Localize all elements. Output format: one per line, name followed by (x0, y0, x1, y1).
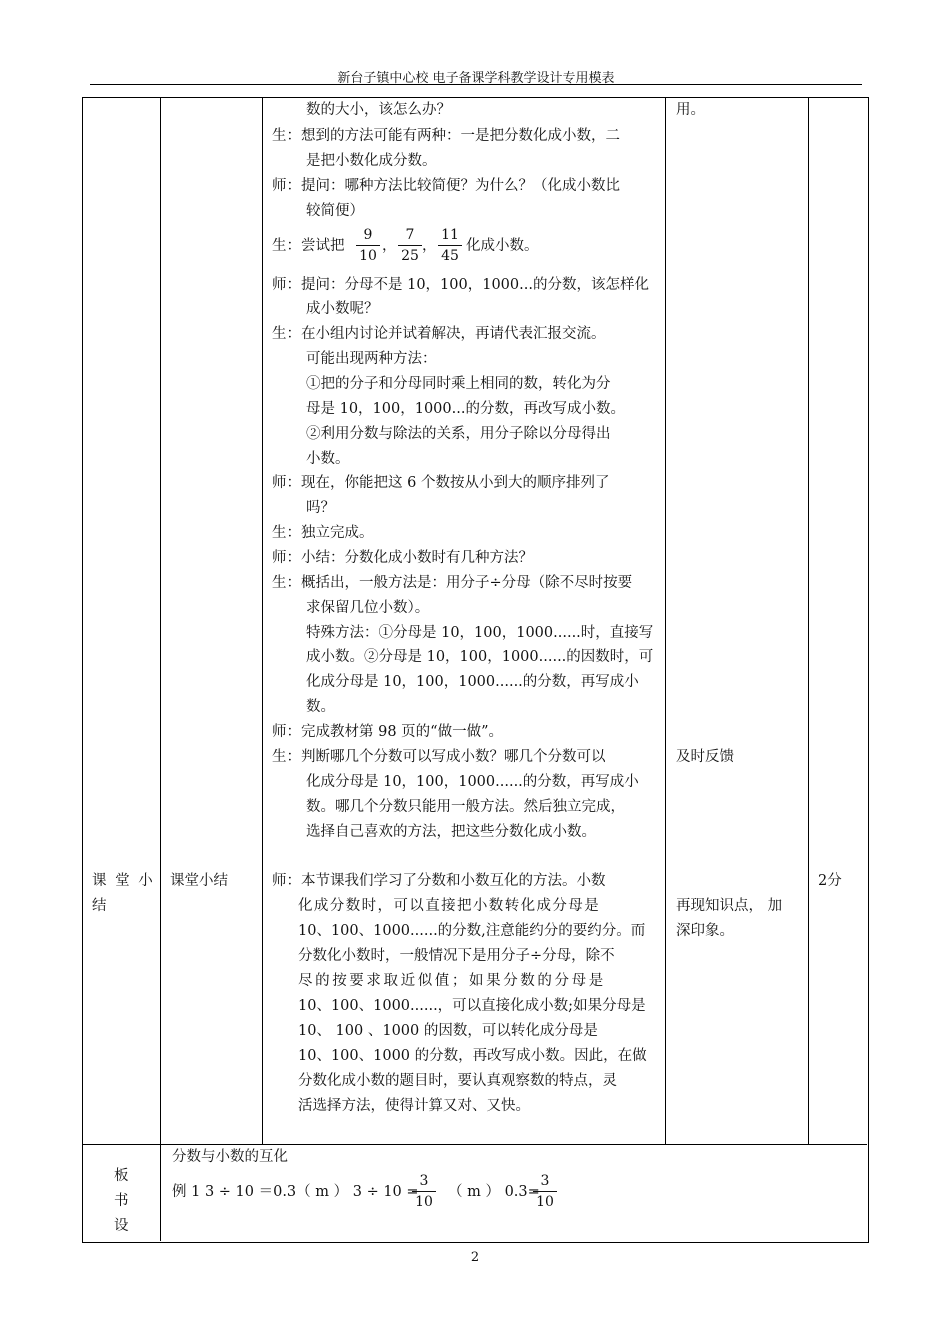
fraction-bar (398, 245, 422, 246)
content-line: 母是 10，100，1000...的分数，再改写成小数。 (306, 401, 625, 417)
board-example: 例 1 3 ÷ 10 ＝0.3（ m ） 3 ÷ 10 = (172, 1184, 419, 1200)
content-line: 可能出现两种方法： (306, 351, 437, 367)
content-line: 数。 (306, 699, 335, 715)
content-line: 师：完成教材第 98 页的“做一做”。 (272, 724, 503, 740)
content-line: 较简便） (306, 203, 364, 219)
summary-line: 10、100、1000......的分数,注意能约分的要约分。而 (298, 923, 646, 939)
intent-line: 及时反馈 (676, 749, 734, 765)
content-line: 师：现在，你能把这 6 个数按从小到大的顺序排列了 (272, 475, 610, 491)
content-line: 特殊方法：①分母是 10，100，1000......时，直接写 (306, 625, 654, 641)
fraction-7-25 (396, 226, 424, 265)
fraction-denominator: 10 (415, 1194, 433, 1210)
content-line: ②利用分数与除法的关系，用分子除以分母得出 (306, 426, 611, 442)
page-header: 新台子镇中心校 电子备课学科教学设计专用模表 (337, 71, 615, 86)
row-divider-board (82, 1144, 867, 1145)
fraction-bar (412, 1191, 436, 1192)
fraction-11-45 (436, 226, 464, 265)
fraction-bar (438, 245, 462, 246)
fraction-numerator: 3 (419, 1173, 429, 1189)
content-line: 生：判断哪几个分数可以写成小数？哪几个分数可以 (272, 749, 606, 765)
fraction-numerator: 3 (540, 1173, 550, 1189)
stage-label-cont: 结 (92, 898, 107, 914)
fraction-9-10 (354, 226, 382, 265)
board-unit: （ m ） 0.3= (448, 1184, 540, 1200)
content-line: 生：尝试把 (272, 238, 345, 254)
content-line: 是把小数化成分数。 (306, 153, 437, 169)
fraction-denominator: 45 (441, 248, 459, 264)
col-divider-2 (262, 97, 263, 1144)
content-line: 师：提问：分母不是 10，100，1000...的分数，该怎样化 (272, 277, 649, 293)
fraction-numerator: 11 (441, 227, 459, 243)
fraction-numerator: 9 (363, 227, 373, 243)
comma: ， (382, 238, 397, 254)
intent-line: 再现知识点， 加 (676, 898, 783, 914)
content-line: 化成分母是 10，100，1000......的分数，再写成小 (306, 674, 639, 690)
fraction-denominator: 10 (536, 1194, 554, 1210)
fraction-bar (533, 1191, 557, 1192)
summary-line: 分数化小数时，一般情况下是用分子÷分母，除不 (298, 948, 615, 964)
stage-label: 课 堂 小 (92, 873, 155, 889)
content-line: 化成分母是 10，100，1000......的分数，再写成小 (306, 774, 639, 790)
board-label-2: 书 (114, 1193, 129, 1209)
summary-line: 10、 100 、1000 的因数，可以转化成分母是 (298, 1023, 598, 1039)
content-line: 求保留几位小数）。 (306, 600, 430, 616)
fraction-numerator: 7 (405, 227, 415, 243)
fraction-bar (356, 245, 380, 246)
summary-line: 师：本节课我们学习了分数和小数互化的方法。小数 (272, 873, 606, 889)
content-line: ①把的分子和分母同时乘上相同的数，转化为分 (306, 376, 611, 392)
board-label-3: 设 (114, 1218, 129, 1234)
fraction-denominator: 10 (359, 248, 377, 264)
summary-line: 尽的按要求取近似值；如果分数的分母是 (298, 973, 606, 989)
summary-line: 10、100、1000 的分数，再改写成小数。因此，在做 (298, 1048, 647, 1064)
content-line: 数的大小，该怎么办？ (306, 102, 451, 118)
fraction-denominator: 25 (401, 248, 419, 264)
content-line: 化成小数。 (466, 238, 539, 254)
content-line: 成小数呢？ (306, 301, 379, 317)
topic-label: 课堂小结 (170, 873, 228, 889)
content-line: 小数。 (306, 451, 350, 467)
col-divider-1 (160, 97, 161, 1241)
summary-line: 10、100、1000......，可以直接化成小数;如果分母是 (298, 998, 646, 1014)
time-label: 2分 (818, 873, 842, 889)
page-number: 2 (470, 1250, 480, 1265)
board-label-1: 板 (114, 1168, 129, 1184)
summary-line: 活选择方法，使得计算又对、又快。 (298, 1098, 530, 1114)
content-line: 成小数。②分母是 10，100，1000......的因数时，可 (306, 649, 654, 665)
content-line: 生：想到的方法可能有两种：一是把分数化成小数，二 (272, 128, 620, 144)
content-line: 选择自己喜欢的方法，把这些分数化成小数。 (306, 824, 596, 840)
intent-line: 用。 (676, 102, 705, 118)
summary-line: 化成分数时，可以直接把小数转化成分母是 (298, 898, 601, 914)
content-line: 生：独立完成。 (272, 525, 374, 541)
content-line: 生：在小组内讨论并试着解决，再请代表汇报交流。 (272, 326, 606, 342)
intent-line: 深印象。 (676, 923, 734, 939)
board-fraction-1 (410, 1172, 438, 1211)
col-divider-3 (665, 97, 666, 1144)
board-title: 分数与小数的互化 (172, 1149, 288, 1165)
content-line: 师：提问：哪种方法比较简便？为什么？（化成小数比 (272, 178, 620, 194)
content-line: 吗？ (306, 500, 335, 516)
content-line: 数。哪几个分数只能用一般方法。然后独立完成， (306, 799, 625, 815)
content-line: 生：概括出，一般方法是：用分子÷分母（除不尽时按要 (272, 575, 633, 591)
comma: ， (422, 238, 437, 254)
summary-line: 分数化成小数的题目时，要认真观察数的特点，灵 (298, 1073, 617, 1089)
board-fraction-2 (531, 1172, 559, 1211)
header-rule (90, 84, 862, 85)
content-line: 师：小结：分数化成小数时有几种方法？ (272, 550, 533, 566)
col-divider-4 (808, 97, 809, 1144)
